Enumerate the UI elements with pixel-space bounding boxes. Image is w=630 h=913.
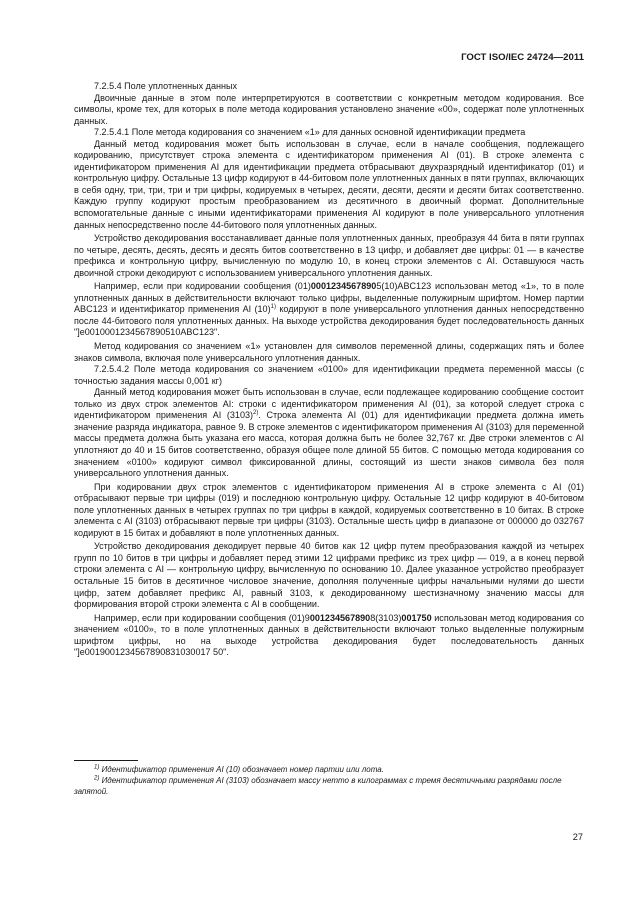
subsection-heading-1: 7.2.5.4.1 Поле метода кодирования со значением «1» для данных основной идентификации предмета xyxy=(94,127,526,138)
text-run: Например, если при кодировании сообщения (01) xyxy=(94,281,311,292)
paragraph: Данный метод кодирования может быть использован в случае, если в начале сообщения, подлежащего кодированию, присутствует строка элемента с идентификатором применения AI (01). В строке элемента с идентификатором применения AI для идентификации предмета отбрасывают двухразрядный идентификатор (01) и контрольную цифру. Остальные 13 цифр кодируют в 44-битовом поле уплотненных данных в пяти группах, включающих в себя одну, три, три, три и три цифры, кодируемых в четырех, десяти, десяти, десяти и десяти битах соответственно. Каждую группу кодируют простым преобразованием из десятичного в двоичный формат. Дополнительные вспомогательные данные с иными идентификаторами применения AI кодируют в поле универсального уплотнения данных непосредственно после 44-битового поля уплотненных данных. xyxy=(74,138,584,230)
paragraph: Метод кодирования со значением «1» установлен для символов переменной длины, содержащих пять и более знаков символа, включая поле универсального уплотнения данных. xyxy=(74,341,584,363)
paragraph: Двоичные данные в этом поле интерпретируются в соответствии с конкретным методом кодирования. Все символы, кроме тех, для которых в поле метода кодирования установлено значение «00», содержат поле уплотненных данных. xyxy=(74,92,584,126)
bold-digits: 001750 xyxy=(401,612,432,623)
paragraph: При кодировании двух строк элементов с идентификатором применения AI в строке элемента с AI (01) отбрасывают первые три цифры (019) и последнюю контрольную цифру. Остальные 12 цифр кодируют в 40-битовом поле уплотненных данных в четырех группах по три цифры в каждой, кодируемых соответственно в 10 битах. В строке элемента с AI (3103) отбрасывают первые три цифры (3103). Остальные шесть цифр в диапазоне от 000000 до 032767 кодируют в 15 битах и добавляют в поле уплотненных данных. xyxy=(74,481,584,538)
text-run: Данный метод кодирования может быть использован в случае, если подлежащее кодированию сообщение состоит только из двух строк элементов AI: строки с идентификатором применения AI (01), за которой следует строка с идентификатором применения AI (3103) xyxy=(74,387,584,421)
footnotes xyxy=(74,760,584,797)
bold-digits: 0001234567890 xyxy=(310,281,377,292)
example-paragraph-2 xyxy=(74,613,584,659)
paragraph: Устройство декодирования декодирует первые 40 битов как 12 цифр путем преобразования каждой из четырех групп по 10 битов в три цифры и добавляет перед этими 12 цифрами префикс из трех цифр — 019, а в конец первой строки элемента с AI — контрольную цифру, вычисленную по основанию 10. Далее указанное устройство преобразует остальные 15 битов в десятичное числовое значение, дополняя полученные цифры начальными нулями до шести цифр, затем добавляет префикс AI, равный 3103, к декодированному шестизначному значению массы для формирования второй строки элемента с AI в сообщении. xyxy=(74,541,584,610)
standard-header: ГОСТ ISO/IEC 24724—2011 xyxy=(461,52,584,63)
text-run: Например, если при кодировании сообщения (01)9 xyxy=(94,612,310,623)
footnote-text: Идентификатор применения AI (10) обозначает номер партии или лота. xyxy=(101,765,384,774)
section-heading: 7.2.5.4 Поле уплотненных данных xyxy=(94,81,238,91)
footnote-ref: 1) xyxy=(270,304,276,311)
example-paragraph-1 xyxy=(74,281,584,339)
bold-digits: 001234567890 xyxy=(309,612,371,623)
text-run: 8(3103) xyxy=(370,612,402,623)
document-body xyxy=(74,81,584,659)
text-run: использован метод кодирования со значением «0100», то в поле уплотненных данных в действительности включают только выделенные полужирным шрифтом цифры, но на выходе устройства декодирования будет последовательность данных "]e0019001234567890831030017 50". xyxy=(74,612,584,658)
footnote-mark: 1) xyxy=(94,764,100,771)
footnote-ref: 2) xyxy=(253,410,259,417)
text-run: кодируют в поле универсального уплотнения данных непосредственно после 44-битового поля уплотненных данных. На выходе устройства декодирования будет последовательность данных "]e0010001234567890510ABC123". xyxy=(74,304,584,338)
page-number: 27 xyxy=(572,832,583,842)
paragraph xyxy=(74,387,584,479)
footnote xyxy=(74,764,584,775)
footnote-divider xyxy=(74,760,138,761)
text-run: 5(10)ABC123 использован метод «1», то в поле уплотненных данных в действительности включают только цифры, выделенные полужирным шрифтом. Номер партии ABC123 и идентификатор применения AI (10) xyxy=(74,281,584,315)
text-run: . Строка элемента AI (01) для идентификации предмета должна иметь значение разряда индикатора, равное 9. В строке элементов с идентификатором применения AI (3103) для переменной массы предмета должна быть указана его масса, которая должна быть не более 32,767 кг. Две строки элементов с AI уплотняют до 40 и 15 битов соответственно, образуя общее поле длиной 55 битов. С помощью метода кодирования со значением «0100» кодируют символ фиксированной длины, состоящий из шести знаков символа без поля универсального уплотнения данных. xyxy=(74,410,584,479)
subsection-heading-2: 7.2.5.4.2 Поле метода кодирования со значением «0100» для идентификации предмета переменной массы (с точностью задания массы 0,001 кг) xyxy=(74,364,584,386)
footnote-mark: 2) xyxy=(94,775,100,782)
footnote xyxy=(74,775,584,797)
paragraph: Устройство декодирования восстанавливает данные поля уплотненных данных, преобразуя 44 бита в пяти группах по четыре, десять, десять, десять и десять битов соответственно в 13 цифр, и добавляет две цифры: 01 — в качестве префикса и контрольную цифру, вычисленную по модулю 10, в конец строки элементов с AI. Оставшуюся часть двоичной строки декодируют с использованием универсального уплотнения данных. xyxy=(74,233,584,278)
footnote-text: Идентификатор применения AI (3103) обозначает массу нетто в килограммах с тремя десятичными разрядами после запятой. xyxy=(74,776,562,796)
